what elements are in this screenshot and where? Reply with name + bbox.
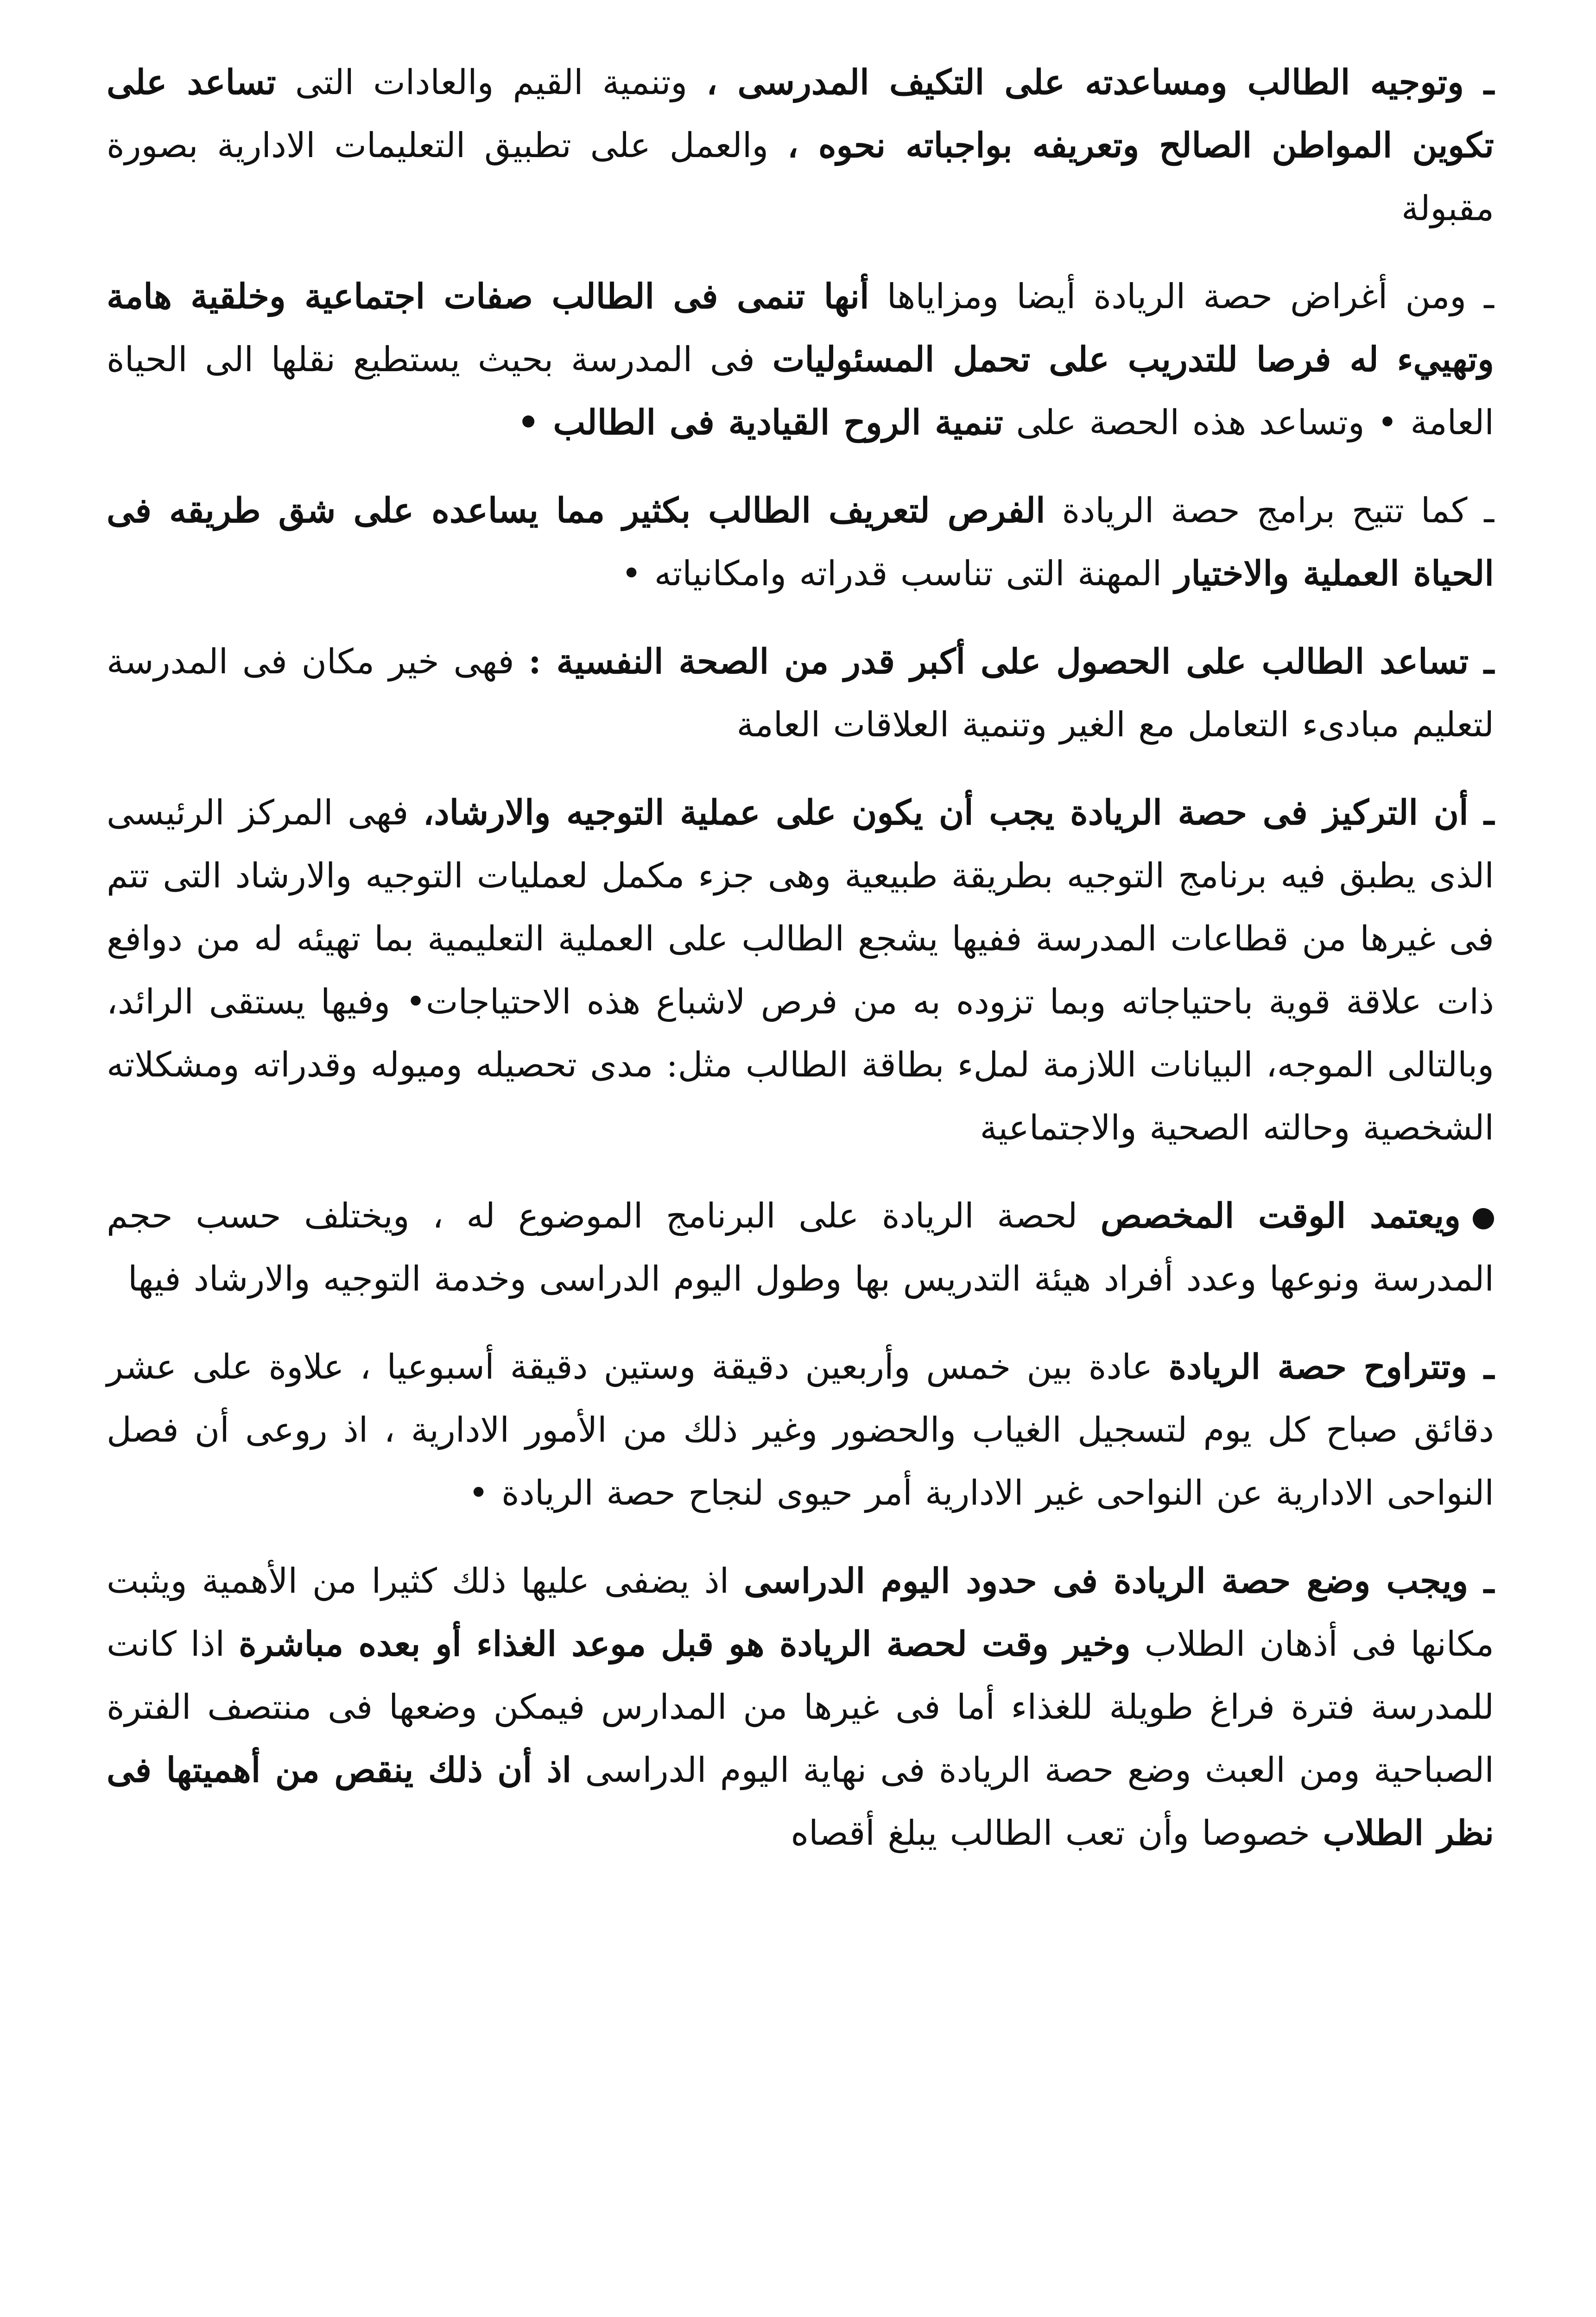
- paragraph-p8: [107, 1550, 1494, 1865]
- text-run: ـ كما تتيح برامج حصة الريادة: [1045, 491, 1494, 531]
- bold-text-run: ـ أن التركيز فى حصة الريادة يجب أن يكون على عملية التوجيه والارشاد،: [423, 793, 1495, 833]
- paragraph-p7: [107, 1336, 1494, 1525]
- bold-text-run: ـ وتوجيه الطالب ومساعدته على التكيف المدرسى ،: [706, 63, 1494, 102]
- bold-text-run: ـ ويجب وضع حصة الريادة فى حدود اليوم الدراسى: [743, 1561, 1494, 1601]
- text-run: اذا كانت للمدرسة فترة فراغ طويلة للغذاء أما فى غيرها من المدارس فيمكن وضعها فى منتصف الفترة الصباحية ومن العبث وضع حصة الريادة فى نهاية اليوم الدراسى: [107, 1624, 1494, 1790]
- bold-text-run: ـ وتتراوح حصة الريادة: [1168, 1347, 1494, 1387]
- text-run: والعمل على تطبيق التعليمات الادارية بصورة مقبولة: [107, 126, 1494, 228]
- text-run: المهنة التى تناسب قدراته وامكانياته •: [621, 554, 1175, 594]
- bold-text-run: الفرص لتعريف الطالب بكثير مما يساعده على شق طريقه فى الحياة العملية والاختيار: [107, 491, 1494, 594]
- paragraph-p1: [107, 51, 1494, 240]
- text-run: فى المدرسة بحيث يستطيع نقلها الى الحياة العامة • وتساعد هذه الحصة على: [107, 340, 1494, 443]
- bold-text-run: ـ تساعد الطالب على الحصول على أكبر قدر من الصحة النفسية :: [528, 642, 1494, 682]
- text-run: ـ ومن أغراض حصة الريادة أيضا ومزاياها: [869, 277, 1494, 317]
- paragraph-p6: [107, 1184, 1494, 1310]
- bold-text-run: وخير وقت لحصة الريادة هو قبل موعد الغذاء أو بعده مباشرة: [239, 1624, 1131, 1664]
- text-run: اذ يضفى عليها ذلك كثيرا من الأهمية ويثبت مكانها فى أذهان الطلاب: [107, 1561, 1494, 1664]
- bold-text-run: تنمية الروح القيادية فى الطالب •: [517, 403, 1003, 443]
- paragraph-p5: [107, 781, 1494, 1159]
- text-run: عادة بين خمس وأربعين دقيقة وستين دقيقة أسبوعيا ، علاوة على عشر دقائق صباح كل يوم لتسجيل الغياب والحضور وغير ذلك من الأمور الادارية ، اذ روعى أن فصل النواحى الادارية عن النواحى غير الادارية أمر حيوى لنجاح حصة الريادة •: [107, 1347, 1494, 1513]
- text-run: فهى خير مكان فى المدرسة لتعليم مبادىء التعامل مع الغير وتنمية العلاقات العامة: [107, 642, 1494, 745]
- text-run: فهى المركز الرئيسى الذى يطبق فيه برنامج التوجيه بطريقة طبيعية وهى جزء مكمل لعمليات التوجيه والارشاد التى تتم فى غيرها من قطاعات المدرسة ففيها يشجع الطالب على العملية التعليمية بما تهيئه له من دوافع ذات علاقة قوية باحتياجاته وبما تزوده به من فرص لاشباع هذه الاحتياجات• وفيها يستقى الرائد، وبالتالى الموجه، البيانات اللازمة لملء بطاقة الطالب مثل: مدى تحصيله وميوله وقدراته ومشكلاته الشخصية وحالته الصحية والاجتماعية: [107, 793, 1494, 1148]
- text-run: وتنمية القيم والعادات التى: [276, 63, 707, 102]
- body-text: [107, 51, 1494, 1865]
- bold-text-run: أنها تنمى فى الطالب صفات اجتماعية وخلقية هامة وتهييء له فرصا للتدريب على تحمل المسئوليات: [107, 277, 1495, 380]
- paragraph-p2: [107, 265, 1494, 454]
- text-run: لحصة الريادة على البرنامج الموضوع له ، ويختلف حسب حجم المدرسة ونوعها وعدد أفراد هيئة التدريس بها وطول اليوم الدراسى وخدمة التوجيه والارشاد فيها: [107, 1196, 1494, 1299]
- text-run: خصوصا وأن تعب الطالب يبلغ أقصاه: [791, 1813, 1323, 1853]
- bold-text-run: ويعتمد الوقت المخصص: [1100, 1196, 1461, 1236]
- bold-text-run: تساعد على تكوين المواطن الصالح وتعريفه بواجباته نحوه ،: [107, 63, 1494, 165]
- paragraph-p4: [107, 630, 1494, 756]
- bullet-icon: [1473, 1208, 1494, 1229]
- bold-text-run: اذ أن ذلك ينقص من أهميتها فى نظر الطلاب: [107, 1750, 1494, 1853]
- paragraph-p3: [107, 479, 1494, 605]
